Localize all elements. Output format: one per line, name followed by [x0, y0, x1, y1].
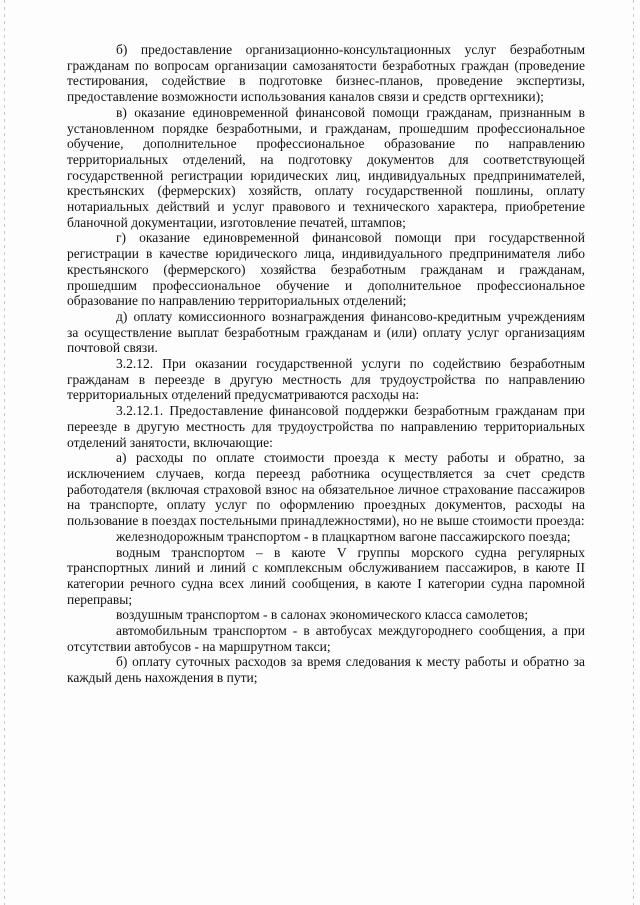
paragraph-road-transport: автомобильным транспортом - в автобусах междугороднего сообщения, а при отсутствии автобусов - на маршрутном такси;: [67, 623, 585, 654]
paragraph-3-2-12-1: 3.2.12.1. Предоставление финансовой поддержки безработным гражданам при переезде в другую местность для трудоустройства по направлению территориальных отделений занятости, включающие:: [67, 403, 585, 450]
paragraph-water-transport: водным транспортом – в каюте V группы морского судна регулярных транспортных линий и линий с комплексным обслуживанием пассажиров, в каюте II категории речного судна всех линий сообщения, в каюте I категории судна паромной переправы;: [67, 544, 585, 607]
paragraph-a-travel-costs: а) расходы по оплате стоимости проезда к месту работы и обратно, за исключением случаев, когда переезд работника осуществляется за счет средств работодателя (включая страховой взнос на обязательное личное страхование пассажиров на транспорте, оплату услуг по оформлению проездных документов, расходы на пользование в поездах постельными принадлежностями), но не выше стоимости проезда:: [67, 450, 585, 529]
document-body: [67, 42, 585, 686]
paragraph-v-registration-aid: в) оказание единовременной финансовой помощи гражданам, признанным в установленном порядке безработными, и гражданам, прошедшим профессиональное обучение, дополнительное профессиональное образование по направлению территориальных отделений, на подготовку документов для соответствующей государственной регистрации юридических лиц, индивидуальных предпринимателей, крестьянских (фермерских) хозяйств, оплату государственной пошлины, оплату нотариальных действий и услуг правового и технического характера, приобретение бланочной документации, изготовление печатей, штампов;: [67, 104, 585, 230]
paragraph-d-commission-fees: д) оплату комиссионного вознаграждения финансово-кредитным учреждениям за осуществление выплат безработным гражданам и (или) оплату услуг организациям почтовой связи.: [67, 308, 585, 356]
paragraph-air-transport: воздушным транспортом - в салонах экономического класса самолетов;: [116, 607, 529, 623]
right-scan-edge: [633, 0, 634, 905]
paragraph-rail-transport: железнодорожным транспортом - в плацкартном вагоне пассажирского поезда;: [116, 528, 571, 544]
left-scan-edge: [4, 0, 5, 905]
paragraph-b-daily-allowance: б) оплату суточных расходов за время следования к месту работы и обратно за каждый день нахождения в пути;: [67, 654, 585, 686]
paragraph-b-consulting: б) предоставление организационно-консультационных услуг безработным гражданам по вопросам организации самозанятости безработных граждан (проведение тестирования, содействие в подготовке бизнес-планов, проведение экспертизы, предоставление возможности использования каналов связи и средств оргтехники);: [67, 42, 585, 105]
paragraph-3-2-12: 3.2.12. При оказании государственной услуги по содействию безработным гражданам в переезде в другую местность для трудоустройства по направлению территориальных отделений предусматриваются расходы на:: [67, 356, 585, 403]
paragraph-g-state-registration-aid: г) оказание единовременной финансовой помощи при государственной регистрации в качестве юридического лица, индивидуального предпринимателя либо крестьянского (фермерского) хозяйства безработным гражданам и гражданам, прошедшим профессиональное обучение и дополнительное профессиональное образование по направлению территориальных отделений;: [67, 230, 585, 309]
